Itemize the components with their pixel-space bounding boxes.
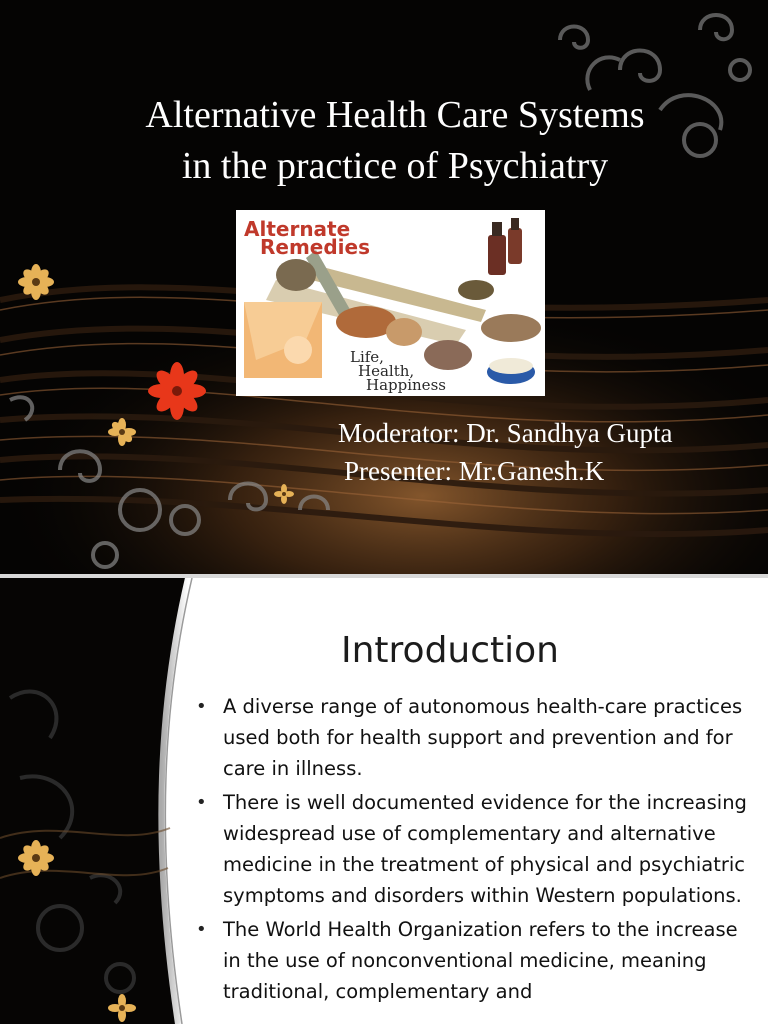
introduction-slide bbox=[0, 578, 768, 1024]
bullet-text: A diverse range of autonomous health-care practices used both for health support and prevention and for care in illness. bbox=[223, 695, 743, 780]
list-item bbox=[190, 787, 750, 911]
bullet-text: The World Health Organization refers to the increase in the use of nonconventional medicine, meaning traditional, complementary and bbox=[223, 918, 738, 1003]
list-item bbox=[190, 691, 750, 784]
image-tagline-2: Health, bbox=[358, 362, 415, 380]
image-title-line-2: Remedies bbox=[260, 235, 371, 259]
title-line-2: in the practice of Psychiatry bbox=[181, 145, 609, 187]
image-title-line-1: Alternate bbox=[244, 217, 351, 241]
slide-title bbox=[30, 90, 760, 192]
slide-title: Introduction bbox=[340, 630, 559, 671]
bullet-icon: • bbox=[196, 792, 207, 813]
presenter-label: Presenter: Mr.Ganesh.K bbox=[344, 456, 605, 486]
presenters-block bbox=[338, 414, 758, 490]
bullet-icon: • bbox=[196, 696, 207, 717]
bullet-text: There is well documented evidence for the increasing widespread use of complementary and alternative medicine in the treatment of physical and psychiatric symptoms and disorders within Western populations. bbox=[223, 791, 747, 907]
title-line-1: Alternative Health Care Systems bbox=[145, 94, 645, 136]
list-item bbox=[190, 914, 750, 1007]
bullet-list bbox=[190, 691, 750, 1010]
image-tagline-3: Happiness bbox=[366, 376, 446, 394]
image-tagline-1: Life, bbox=[350, 348, 384, 366]
alternate-remedies-image bbox=[236, 210, 545, 396]
moderator-label: Moderator: Dr. Sandhya Gupta bbox=[338, 418, 673, 448]
bullet-icon: • bbox=[196, 919, 207, 940]
